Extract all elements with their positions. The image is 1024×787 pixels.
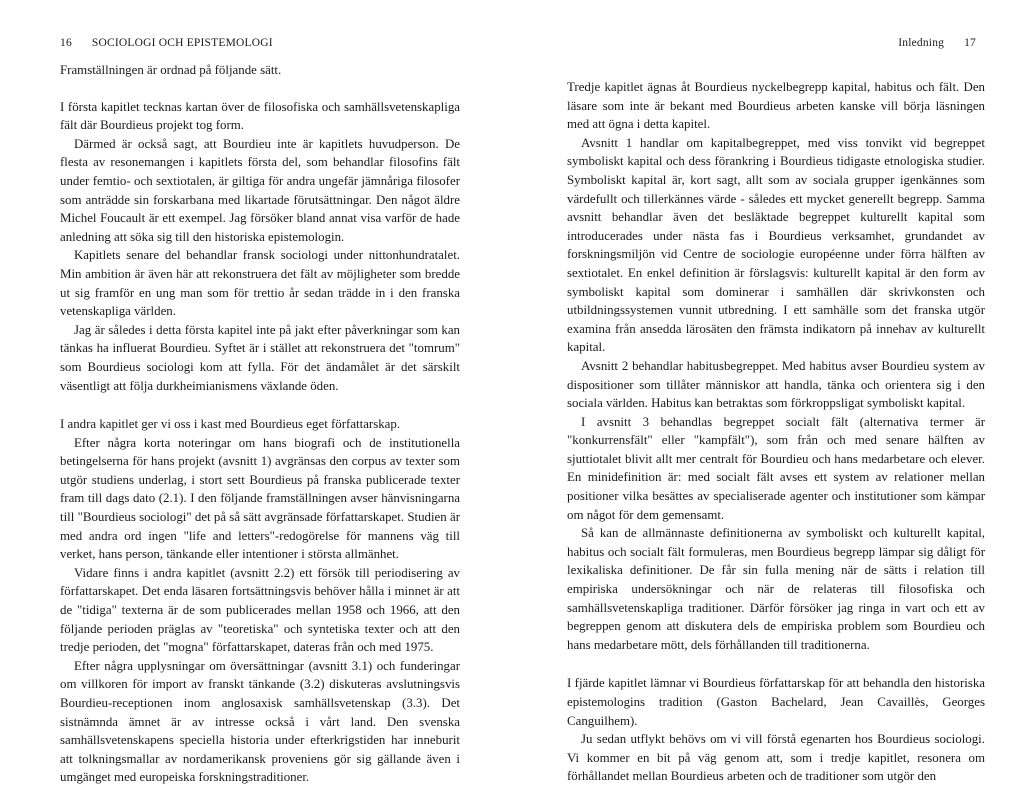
right-running-title: Inledning (898, 37, 945, 49)
paragraph: Jag är således i detta första kapitel inte på jakt efter påverkningar som kan tänkas ha influerat Bourdieu. Syftet är i stället att rekonstruera det "tomrum" som Bourdieus sociologi kom att fylla. För det ändamålet är det särskilt väsentligt att följa durkheimianismens växlande öden. (60, 322, 460, 393)
paragraph: Vidare finns i andra kapitlet (avsnitt 2.2) ett försök till periodisering av författarskapet. Det enda läsaren fortsättningsvis behöver hålla i minnet är att de "tidiga" texterna är de som publicerades mellan 1958 och 1966, att den följande perioden präglas av "teoretiska" och syntetiska texter och att den tredje perioden, det "mogna" författarskapet, dateras från och med 1975. (60, 565, 460, 655)
left-running-title: SOCIOLOGI OCH EPISTEMOLOGI (91, 37, 273, 49)
paragraph: Därmed är också sagt, att Bourdieu inte är kapitlets huvudperson. De flesta av resonemangen i kapitlets första del, som behandlar filosofins fält under femtio- och sextiotalen, är giltiga för andra ungefär jämnåriga filosofer som anträdde sin forskarbana med likartade förutsättningar. Den något äldre Michel Foucault är ett exempel. Jag försöker bland annat visa varför de hade anledning att söka sig till den historiska epistemologin. (60, 136, 460, 244)
paragraph: I första kapitlet tecknas kartan över de filosofiska och samhällsvetenskapliga fält där Bourdieus projekt tog form. (60, 99, 460, 133)
paragraph: Ju sedan utflykt behövs om vi vill förstå egenarten hos Bourdieus sociologi. Vi kommer en bit på väg genom att, som i tredje kapitlet, resonera om förhållandet mellan Bourdieus arbeten och de traditioner som utgör den (567, 732, 985, 784)
left-running-head (60, 37, 273, 49)
paragraph: Framställningen är ordnad på följande sätt. (60, 63, 282, 77)
left-page (0, 0, 512, 785)
paragraph: Efter några upplysningar om översättningar (avsnitt 3.1) och funderingar om villkoren för import av franskt tänkande (3.2) diskuteras avslutningsvis Bourdieu-receptionen inom anglosaxisk samhällsvetenskap (3.3). Det sistnämnda ämnet är av intresse också i vårt land. Den svenska samhällsvetenskapens speciella historia under efterkrigstiden har inneburit att tolkningsmallar av nordamerikansk proveniens gör sig gällande även i umgänget med europeiska forskningstraditioner. (60, 658, 460, 785)
paragraph: I avsnitt 3 behandlas begreppet socialt fält (alternativa termer är "konkurrensfält" eller "kampfält"), som från och med senare hälften av sjuttiotalet blivit allt mer centralt för Bourdieu och hans medarbetare och elever. En minidefinition är: med socialt fält avses ett system av relationer mellan positioner vilka besättes av specialiserade agenter och institutioner som kämpar om något för dem gemensamt. (567, 414, 985, 522)
paragraph: I fjärde kapitlet lämnar vi Bourdieus författarskap för att behandla den historiska epistemologins tradition (Gaston Bachelard, Jean Cavaillès, Georges Canguilhem). (567, 676, 985, 728)
paragraph: Tredje kapitlet ägnas åt Bourdieus nyckelbegrepp kapital, habitus och fält. Den läsare som inte är bekant med Bourdieus arbeten kanske vill börja läsningen med att ögna i detta kapitel. (567, 80, 985, 132)
paragraph: I andra kapitlet ger vi oss i kast med Bourdieus eget författarskap. (60, 417, 401, 432)
right-page-number: 17 (964, 37, 976, 49)
right-running-head (898, 37, 976, 49)
paragraph: Efter några korta noteringar om hans biografi och de institutionella betingelserna för hans projekt (avsnitt 1) avgränsas den corpus av texter som utgör studiens underlag, i stort sett Bourdieus på franska publicerade texter fram till dags dato (2.1). I den följande framställningen avser hänvisningarna till "Bourdieus sociologi" det på så sätt avgränsade författarskapet. Studien är med andra ord ingen "life and letters"-redogörelse för mannens väg till verket, hans person, tänkande eller intentioner i största allmänhet. (60, 435, 460, 562)
left-page-body (60, 61, 460, 787)
paragraph: Avsnitt 1 handlar om kapitalbegreppet, med viss tonvikt vid begreppet symboliskt kapital och dess förankring i Bourdieus tidigaste etnologiska studier. Symboliskt kapital är, kort sagt, allt som av sociala grupper igenkännes som värdefullt och tillerkännes värde - således ett mycket generellt begrepp. Samma avsnitt behandlar även det besläktade begreppet kulturellt kapital som introducerades under nästa fas i Bourdieus verksamhet, grundandet av forskningsmiljön vid Centre de sociologie européenne under förra hälften av sextiotalet. En enkel definition är förslagsvis: kulturellt kapital är den form av symboliskt kapital som dominerar i samhällen där skrivkonsten och utbildningssystemen vunnit utbredning. I ett samhälle som det franska utgör examina från ansedda lärosäten den främsta indikatorn på innehav av kulturellt kapital. (567, 135, 985, 355)
right-page-body (567, 78, 985, 786)
paragraph: Så kan de allmännaste definitionerna av symboliskt och kulturellt kapital, habitus och socialt fält formuleras, men Bourdieus begrepp lämpar sig dåligt för lexikaliska definitioner. De får sin fulla mening när de sätts i relation till empiriska undersökningar och när de relateras till filosofiska och samhällsvetenskapliga traditioner. Därför försöker jag ringa in vart och ett av begreppen genom att diskutera dels de empiriska problem som Bourdieu och hans medarbetare mött, dels förhållanden till traditionerna. (567, 526, 985, 652)
left-page-number: 16 (60, 37, 72, 49)
paragraph: Avsnitt 2 behandlar habitusbegreppet. Med habitus avser Bourdieu system av dispositioner som tillåter människor att handla, tänka och orientera sig i den sociala världen. Habitus kan betraktas som förkroppsligat symboliskt kapital. (567, 358, 985, 411)
paragraph: Kapitlets senare del behandlar fransk sociologi under nittonhundratalet. Min ambition är även här att rekonstruera det fält av möjligheter som bredde ut sig framför en ung man som för trettio år sedan trädde in i den franska vetenskapliga världen. (60, 248, 460, 319)
right-page (512, 0, 1024, 784)
